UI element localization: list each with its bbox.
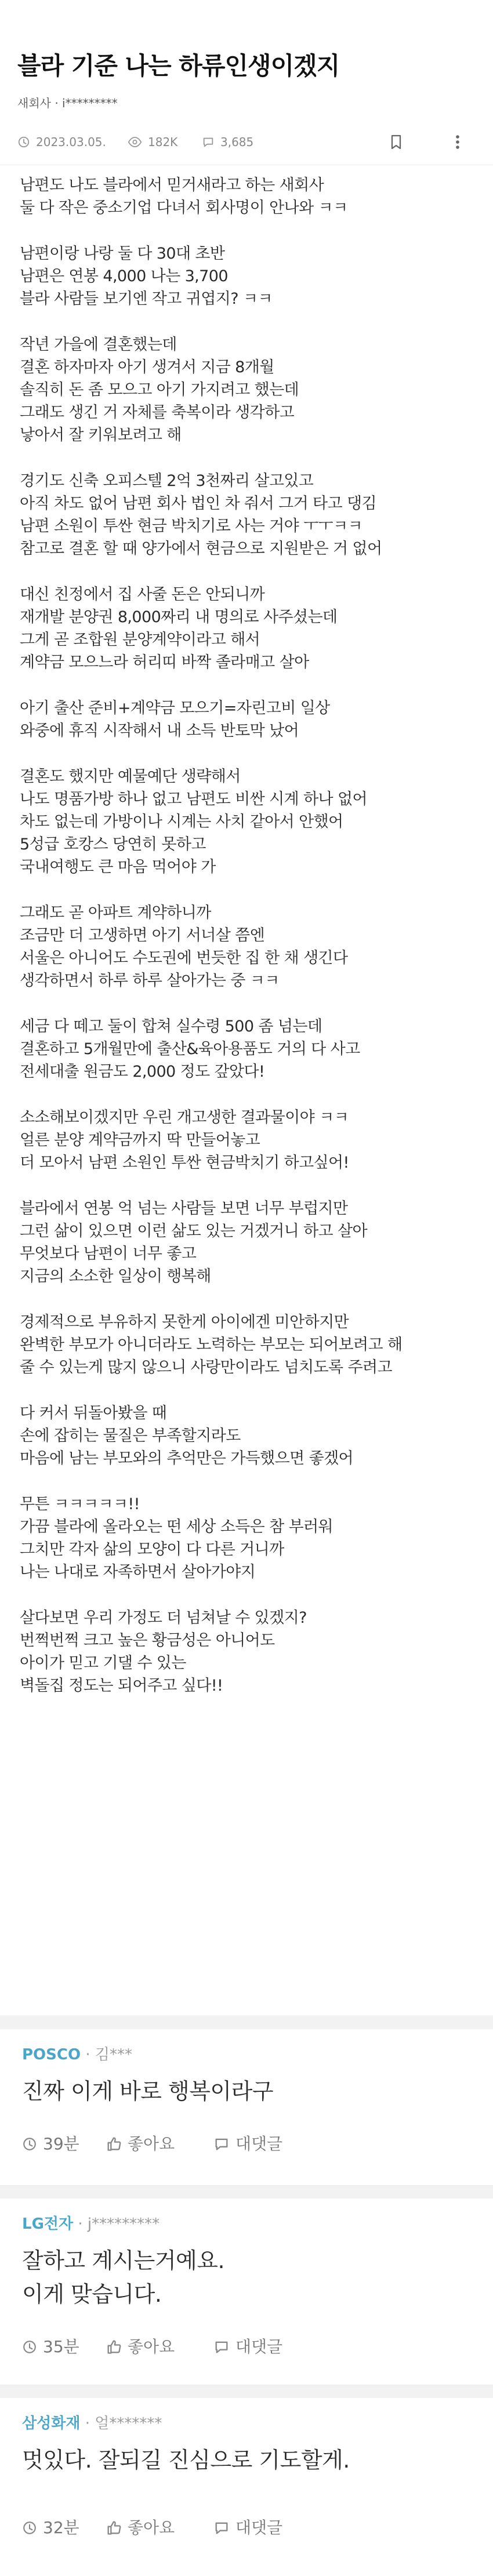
article-line: 그게 곧 조합원 분양계약이라고 해서 [20,631,260,649]
article-line: 경기도 신축 오피스텔 2억 3천짜리 살고있고 [20,472,314,490]
article-line: 마음에 남는 부모와의 추억만은 가득했으면 좋겠어 [20,1449,354,1467]
paragraph [20,1015,478,1083]
article-line: 블라에서 연봉 억 넘는 사람들 보면 너무 부럽지만 [20,1200,348,1218]
article-line: 줄 수 있는게 많지 않으니 사랑만이라도 넘치도록 주려고 [20,1358,392,1376]
article-line: 낳아서 잘 키워보려고 해 [20,426,182,444]
paragraph [20,242,478,310]
article-line: 그래도 생긴 거 자체를 축복이라 생각하고 [20,404,295,422]
article-line: 생각하면서 하루 하루 살아가는 중 ㅋㅋ [20,972,280,990]
paragraph [20,1106,478,1174]
clock-icon [17,136,30,148]
comment-user: · 얼******* [80,2415,162,2432]
comment-body [22,2244,474,2311]
comment-user: · j********* [73,2215,160,2233]
comment-company[interactable]: 삼성화재 [22,2415,81,2432]
post-date [17,132,106,152]
article-line: 남편 소원이 투싼 현금 박치기로 사는 거야 ㅜㅜㅋㅋ [20,517,362,535]
paragraph [20,1493,478,1583]
like-label: 좋아요 [128,2518,175,2537]
paragraph [20,1311,478,1379]
post-date-text: 2023.03.05. [36,135,106,149]
like-button[interactable] [106,2337,175,2357]
comment-body-line: 잘하고 계시는거예요. [22,2248,225,2273]
comment-actions [22,2337,463,2357]
article-line: 둘 다 작은 중소기업 다녀서 회사명이 안나와 ㅋㅋ [20,199,348,217]
article-line: 서울은 아니어도 수도권에 번듯한 집 한 채 생긴다 [20,949,348,967]
reply-label: 대댓글 [235,2337,283,2356]
article-line: 남편이랑 나랑 둘 다 30대 초반 [20,245,225,263]
article-line: 나는 나대로 자족하면서 살아가야지 [20,1563,256,1581]
article-line: 경제적으로 부유하지 못한게 아이에겐 미안하지만 [20,1313,349,1331]
eye-icon [128,136,142,148]
paragraph [20,174,478,219]
article-line: 나도 명품가방 하나 없고 남편도 비싼 시계 하나 없어 [20,790,367,808]
comment-gap [0,2385,493,2398]
article-line: 결혼 하자마자 아기 생겨서 지금 8개월 [20,358,274,376]
article-line: 다 커서 뒤돌아봤을 때 [20,1404,167,1422]
comment-header [22,2214,160,2235]
article-line: 남편은 연봉 4,000 나는 3,700 [20,267,228,285]
bookmark-icon[interactable] [386,132,406,152]
article-line: 더 모아서 남편 소원인 투싼 현금박치기 하고싶어! [20,1154,349,1172]
reply-button[interactable] [213,2134,282,2154]
thumbs-up-icon [106,2339,122,2355]
comment-body [22,2443,474,2477]
post-comments-count[interactable] [202,132,253,152]
comment-user: · 김*** [81,2046,132,2063]
article-line: 전세대출 원금도 2,000 정도 갚았다! [20,1063,265,1081]
comment-header [22,2044,132,2065]
paragraph [20,583,478,674]
post-meta [17,132,476,152]
article-line: 무엇보다 남편이 너무 좋고 [20,1245,197,1263]
comment-time-text: 32분 [43,2518,79,2537]
like-button[interactable] [106,2517,175,2538]
paragraph [20,765,478,878]
clock-icon [22,2339,37,2355]
article-line: 손에 잡히는 물질은 부족할지라도 [20,1427,241,1445]
speech-bubble-icon [202,136,215,148]
comment-time-text: 39분 [43,2134,79,2153]
thumbs-up-icon [106,2136,122,2152]
article-line: 블라 사람들 보기엔 작고 귀엽지? ㅋㅋ [20,290,273,308]
thumbs-up-icon [106,2520,122,2536]
article-line: 대신 친정에서 집 사줄 돈은 안되니까 [20,586,265,604]
article-line: 5성급 호캉스 당연히 못하고 [20,835,206,853]
like-label: 좋아요 [128,2337,175,2356]
article-line: 아직 차도 없어 남편 회사 법인 차 줘서 그거 타고 댕김 [20,495,376,513]
article-line: 무튼 ㅋㅋㅋㅋㅋ!! [20,1495,140,1513]
article-line: 솔직히 돈 좀 모으고 아기 가지려고 했는데 [20,381,299,399]
article-line: 번쩍번쩍 크고 높은 황금성은 아니어도 [20,1632,275,1649]
comment-time [22,2337,79,2357]
comment-time [22,2134,79,2154]
comment-card[interactable] [0,2029,493,2186]
reply-label: 대댓글 [235,2518,283,2537]
comments-section-divider [0,2015,493,2029]
like-button[interactable] [106,2134,175,2154]
post-views-text: 182K [148,135,178,149]
paragraph [20,333,478,446]
comment-actions [22,2517,463,2538]
post-comments-text: 3,685 [220,135,254,149]
article-line: 살다보면 우리 가정도 더 넘쳐날 수 있겠지? [20,1609,307,1627]
reply-button[interactable] [213,2517,282,2538]
comment-gap [0,2186,493,2199]
article-line: 그치만 각자 삶의 모양이 다 다른 거니까 [20,1540,284,1558]
speech-bubble-icon [213,2520,230,2536]
speech-bubble-icon [213,2136,230,2152]
author-line[interactable]: 새회사 · i********* [17,96,118,110]
article-line: 얼른 분양 계약금까지 딱 만들어놓고 [20,1131,260,1149]
article-line: 그런 삶이 있으면 이런 삶도 있는 거겠거니 하고 살아 [20,1222,367,1240]
article-line: 계약금 모으느라 허리띠 바짝 졸라매고 살아 [20,653,309,671]
reply-label: 대댓글 [235,2134,283,2153]
comment-body-line: 진짜 이게 바로 행복이라구 [22,2079,274,2104]
comment-time-text: 35분 [43,2337,79,2356]
comment-card[interactable] [0,2199,493,2385]
article-line: 조금만 더 고생하면 아기 서너살 쯤엔 [20,927,265,944]
article-line: 아기 출산 준비+계약금 모으기=자린고비 일상 [20,699,330,717]
article-line: 재개발 분양권 8,000짜리 내 명의로 사주셨는데 [20,608,338,626]
article-line: 소소해보이겠지만 우린 개고생한 결과물이야 ㅋㅋ [20,1109,349,1127]
paragraph [20,470,478,560]
comment-body-line: 멋있다. 잘되길 진심으로 기도할게. [22,2447,350,2473]
reply-button[interactable] [213,2337,282,2357]
comment-actions [22,2134,463,2154]
paragraph [20,697,478,742]
article-line: 결혼하고 5개월만에 출산&육아용품도 거의 다 사고 [20,1040,360,1058]
article-line: 남편도 나도 블라에서 믿거새라고 하는 새회사 [20,176,324,194]
article-line: 작년 가을에 결혼했는데 [20,336,177,354]
comment-card[interactable] [0,2398,493,2576]
comment-header [22,2413,162,2434]
article-line: 결혼도 했지만 예물예단 생략해서 [20,768,241,786]
like-label: 좋아요 [128,2134,175,2153]
article-line: 국내여행도 큰 마음 먹어야 가 [20,858,216,876]
speech-bubble-icon [213,2339,230,2355]
article-line: 아이가 믿고 기댈 수 있는 [20,1654,186,1672]
comment-time [22,2517,79,2538]
article-line: 차도 없는데 가방이나 시계는 사치 같아서 안했어 [20,813,343,831]
article-line: 와중에 휴직 시작해서 내 소득 반토막 났어 [20,722,299,740]
article-line: 그래도 곧 아파트 계약하니까 [20,904,211,922]
article-line: 지금의 소소한 일상이 행복해 [20,1267,211,1285]
article-line: 참고로 결혼 할 때 양가에서 현금으로 지원받은 거 없어 [20,540,382,558]
paragraph [20,1607,478,1697]
post-title: 블라 기준 나는 하류인생이겠지 [17,52,340,80]
post-views [128,132,177,152]
article-line: 가끔 블라에 올라오는 떤 세상 소득은 참 부러워 [20,1518,334,1536]
comment-body [22,2074,474,2108]
comment-body-line: 이게 맞습니다. [22,2281,162,2307]
comment-company[interactable]: POSCO [22,2046,81,2063]
article-line: 완벽한 부모가 아니더라도 노력하는 부모는 되어보려고 해 [20,1336,403,1354]
article-line: 세금 다 떼고 둘이 합쳐 실수령 500 좀 넘는데 [20,1018,322,1036]
clock-icon [22,2137,37,2152]
paragraph [20,902,478,992]
article-line: 벽돌집 정도는 되어주고 싶다!! [20,1677,223,1695]
comment-company[interactable]: LG전자 [22,2215,74,2233]
clock-icon [22,2520,37,2535]
more-vertical-icon[interactable] [448,132,467,152]
paragraph [20,1197,478,1288]
article-body [20,174,478,1720]
paragraph [20,1402,478,1470]
